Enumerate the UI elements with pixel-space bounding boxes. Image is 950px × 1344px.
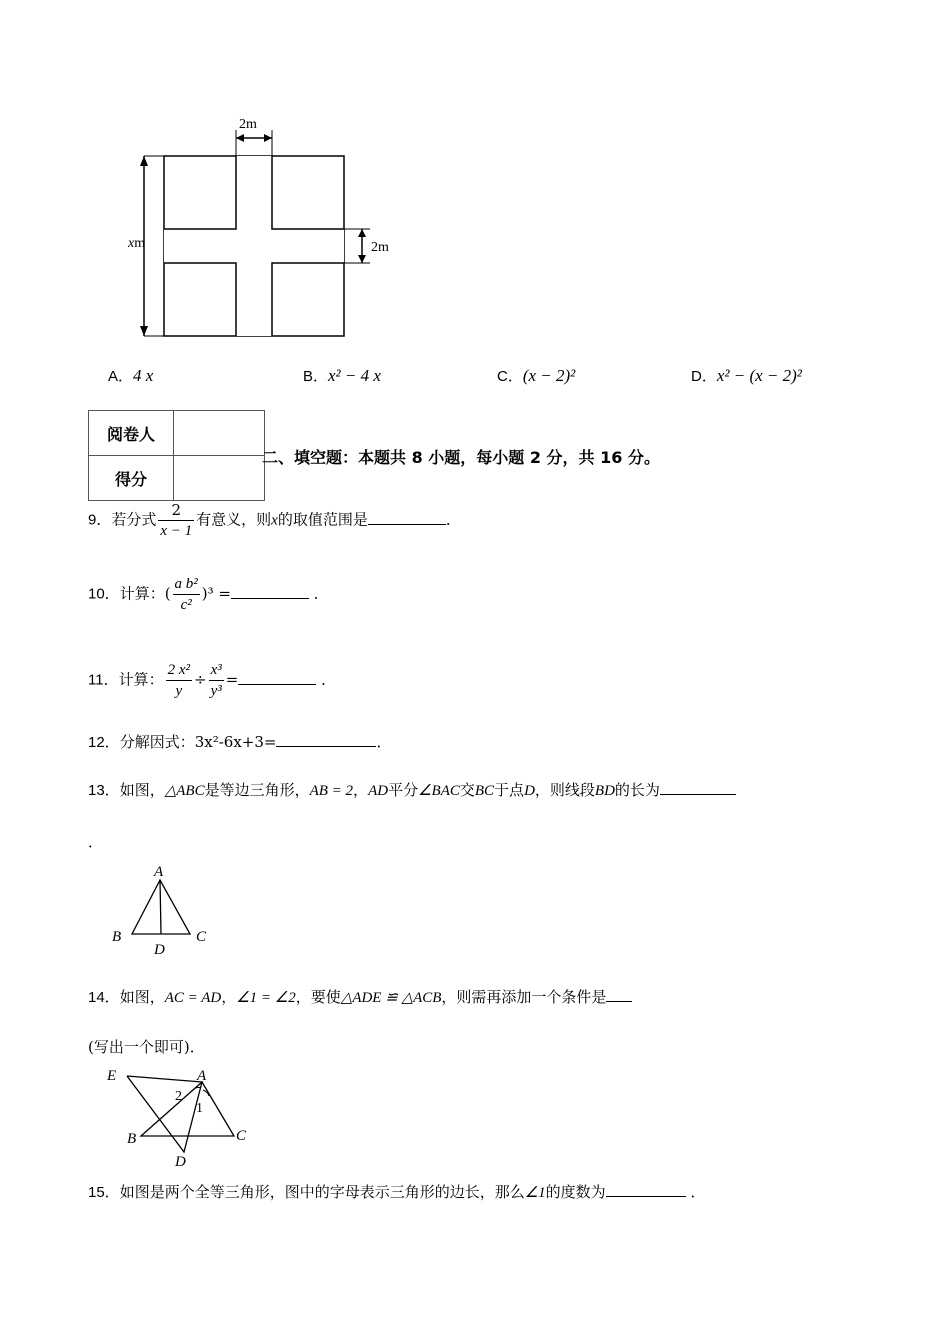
reviewer-label: 阅卷人 bbox=[89, 411, 174, 456]
question-12: 12．分解因式：3x²-6x+3= ． bbox=[88, 733, 392, 751]
answer-blank-11[interactable] bbox=[238, 670, 316, 685]
answer-blank-9[interactable] bbox=[368, 510, 446, 525]
score-table bbox=[88, 410, 265, 501]
question-14-line2: (写出一个即可)． bbox=[88, 1038, 205, 1056]
answer-blank-10[interactable] bbox=[231, 584, 309, 599]
fig14-label-e: E bbox=[107, 1068, 117, 1084]
fig13-label-c: C bbox=[196, 929, 207, 945]
choice-b: B．x² − 4 x bbox=[303, 366, 381, 385]
answer-blank-12[interactable] bbox=[276, 732, 376, 747]
fig14-label-c: C bbox=[236, 1128, 247, 1144]
score-cell[interactable] bbox=[174, 456, 265, 501]
fig13-label-b: B bbox=[112, 929, 122, 945]
fig14-label-2: 2 bbox=[175, 1089, 182, 1104]
fig14-label-1: 1 bbox=[196, 1101, 203, 1116]
fig14-label-d: D bbox=[175, 1154, 186, 1170]
section-title: 二、填空题：本题共 8 小题，每小题 2 分，共 16 分。 bbox=[262, 448, 660, 467]
label-top-2m: 2m bbox=[239, 117, 257, 132]
question-9: 9．若分式 $\frac{2}{x - 1}$ 有意义，则x的取值范围是 ． bbox=[88, 501, 461, 539]
answer-blank-15[interactable] bbox=[606, 1182, 686, 1197]
fig14-label-b: B bbox=[127, 1131, 137, 1147]
question-14: 14．如图，AC = AD，∠1 = ∠2，要使△ADE ≌ △ACB，则需再添加一个条件是 bbox=[88, 987, 632, 1008]
reviewer-cell[interactable] bbox=[174, 411, 265, 456]
answer-blank-13[interactable] bbox=[660, 780, 736, 795]
score-label: 得分 bbox=[89, 456, 174, 501]
question-13-end: ． bbox=[88, 833, 104, 851]
choice-d: D．x² − (x − 2)² bbox=[691, 366, 802, 385]
fig13-label-a: A bbox=[154, 864, 164, 880]
answer-blank-14[interactable] bbox=[606, 987, 632, 1002]
figure-13-triangle bbox=[108, 862, 218, 958]
svg-text:xm bbox=[127, 236, 145, 251]
label-left-x: x bbox=[128, 236, 135, 251]
fig13-label-d: D bbox=[154, 942, 165, 958]
label-left-unit: m bbox=[134, 236, 146, 251]
question-15: 15．如图是两个全等三角形，图中的字母表示三角形的边长，那么∠1的度数为 ． bbox=[88, 1183, 706, 1201]
question-13: 13．如图，△ABC是等边三角形，AB = 2，AD平分∠BAC交BC于点D，则线段BD的长为 bbox=[88, 780, 736, 801]
question-10: 10．计算：( $\frac{\text{a b²}}{\text{c²}}$ )³ = ． bbox=[88, 576, 329, 613]
choice-c: C．(x − 2)² bbox=[497, 366, 576, 385]
label-right-2m: 2m bbox=[371, 240, 389, 255]
cross-road-figure bbox=[130, 110, 400, 345]
choice-a: A．4 x bbox=[108, 366, 154, 385]
figure-14-triangles bbox=[105, 1062, 255, 1170]
fig14-label-a: A bbox=[197, 1068, 207, 1084]
question-11: 11．计算： $\frac{\text{2 x²}}{y}$ ÷ $\frac{\text{x³}}{\text{y³}}$ = ． bbox=[88, 662, 337, 699]
